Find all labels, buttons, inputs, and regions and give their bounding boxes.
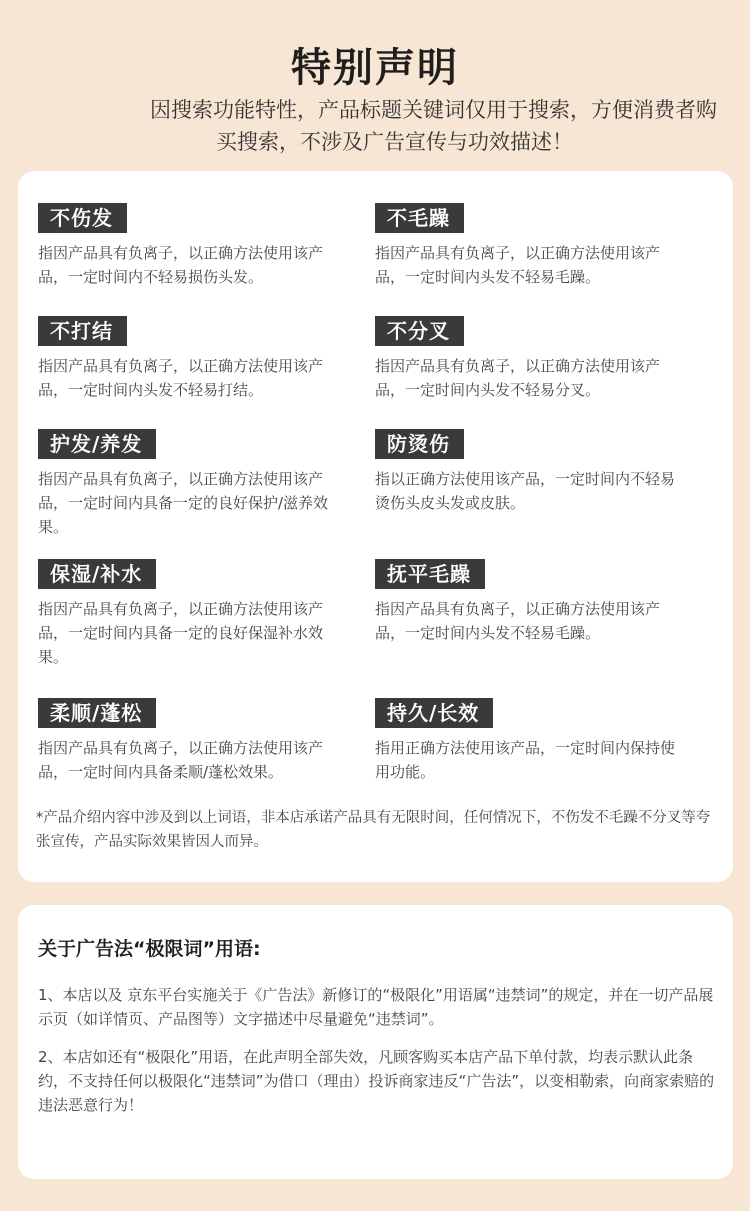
term-description: 指因产品具有负离子，以正确方法使用该产品，一定时间内头发不轻易毛躁。: [375, 244, 661, 286]
term-label: 抚平毛躁: [375, 559, 485, 589]
term-item: [375, 559, 685, 645]
term-description: 指因产品具有负离子，以正确方法使用该产品，一定时间内头发不轻易毛躁。: [375, 600, 661, 642]
term-item: [38, 203, 348, 289]
term-label: 持久/长效: [375, 698, 493, 728]
term-label: 不分叉: [375, 316, 464, 346]
term-item: [38, 559, 348, 669]
term-description: 指因产品具有负离子，以正确方法使用该产品，一定时间内不轻易损伤头发。: [38, 244, 324, 286]
term-item: [375, 316, 685, 402]
term-item: [375, 429, 685, 515]
term-description: 指因产品具有负离子，以正确方法使用该产品，一定时间内具备一定的良好保湿补水效果。: [38, 600, 324, 666]
term-description: 指因产品具有负离子，以正确方法使用该产品，一定时间内具备柔顺/蓬松效果。: [38, 739, 324, 781]
term-label: 护发/养发: [38, 429, 156, 459]
term-label: 不伤发: [38, 203, 127, 233]
term-item: [375, 203, 685, 289]
page-title: 特别声明: [291, 45, 459, 91]
law-title: 关于广告法“极限词”用语:: [38, 938, 261, 960]
term-item: [38, 316, 348, 402]
term-description: 指用正确方法使用该产品，一定时间内保持使用功能。: [375, 739, 676, 781]
term-label: 不毛躁: [375, 203, 464, 233]
term-description: 指因产品具有负离子，以正确方法使用该产品，一定时间内头发不轻易分叉。: [375, 357, 661, 399]
terms-card: [18, 171, 733, 882]
term-description: 指因产品具有负离子，以正确方法使用该产品，一定时间内具备一定的良好保护/滋养效果。: [38, 470, 329, 536]
term-label: 不打结: [38, 316, 127, 346]
term-label: 柔顺/蓬松: [38, 698, 156, 728]
term-item: [38, 698, 348, 784]
term-description: 指因产品具有负离子，以正确方法使用该产品，一定时间内头发不轻易打结。: [38, 357, 324, 399]
law-item-2: 2、本店如还有“极限化”用语，在此声明全部失效，凡顾客购买本店产品下单付款，均表示默认此条约，不支持任何以极限化“违禁词”为借口（理由）投诉商家违反“广告法”，以变相勒索，向商家索赔的违法恶意行为！: [38, 1048, 715, 1114]
term-label: 防烫伤: [375, 429, 464, 459]
term-item: [38, 429, 348, 539]
term-description: 指以正确方法使用该产品，一定时间内不轻易烫伤头皮头发或皮肤。: [375, 470, 676, 512]
term-label: 保湿/补水: [38, 559, 156, 589]
terms-footnote: *产品介绍内容中涉及到以上词语，非本店承诺产品具有无限时间，任何情况下，不伤发不毛躁不分叉等夸张宣传，产品实际效果皆因人而异。: [36, 810, 711, 850]
law-item-1: 1、本店以及 京东平台实施关于《广告法》新修订的“极限化”用语属“违禁词”的规定，并在一切产品展示页（如详情页、产品图等）文字描述中尽量避免“违禁词”。: [38, 986, 714, 1028]
page-subtitle: 因搜索功能特性，产品标题关键词仅用于搜索，方便消费者购买搜索，不涉及广告宣传与功效描述！: [150, 98, 717, 154]
term-item: [375, 698, 685, 784]
